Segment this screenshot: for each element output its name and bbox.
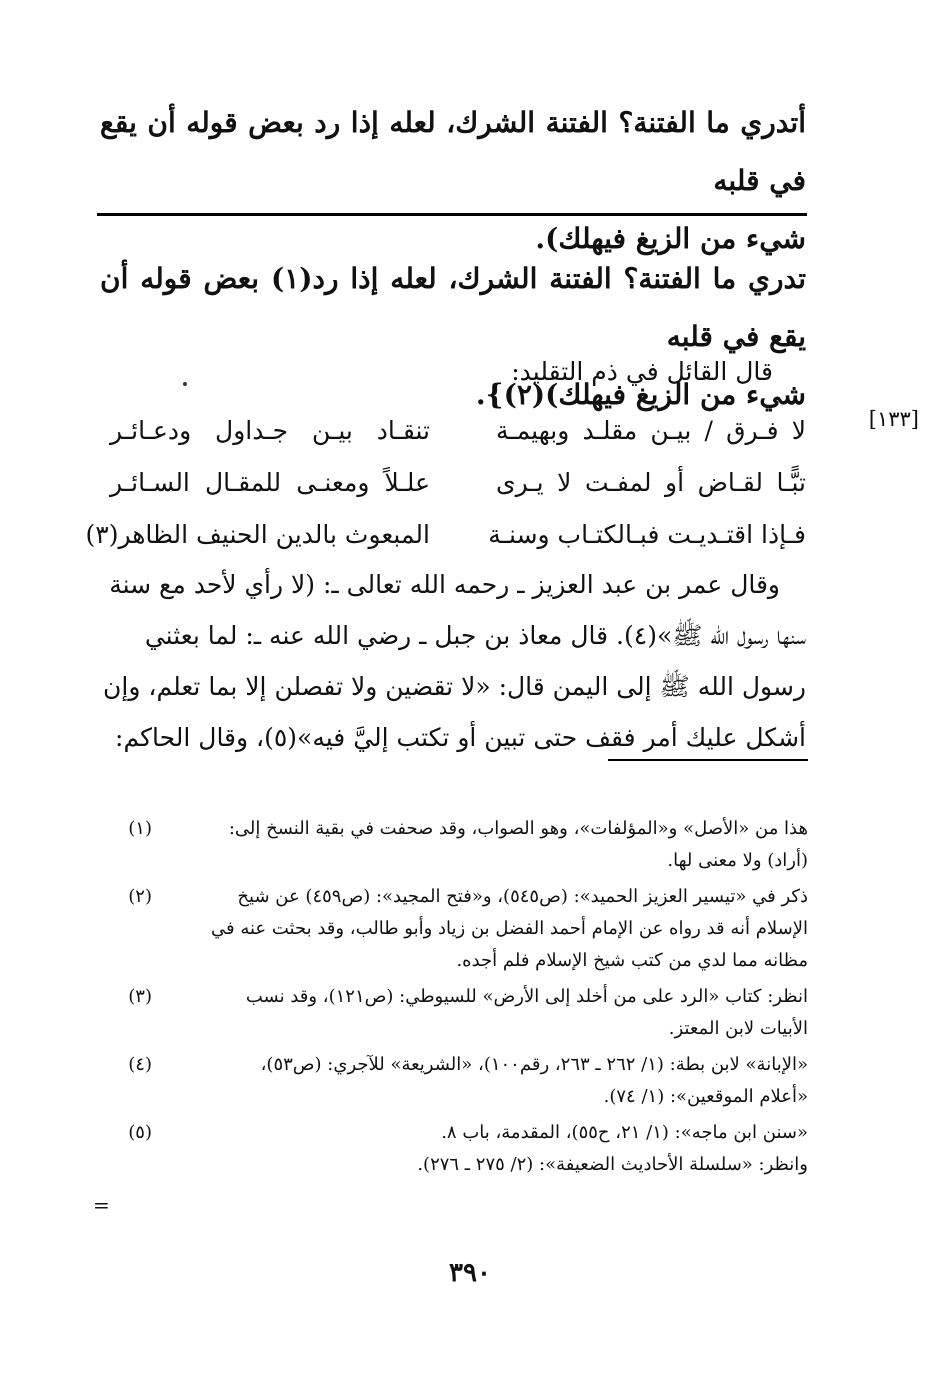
footnote-line: «الإبانة» لابن بطة: (١/ ٢٦٢ ـ ٢٦٣، رقم١٠٠)، «الشريعة» للآجري: (ص٥٣)،: [260, 1054, 808, 1075]
verse-hemistich-right: لا فـرق / بيـن مقلـد وبهيمـة: [496, 416, 806, 445]
header-quote-line-2: شيء من الزيغ فيهلك).: [535, 222, 806, 255]
verse-hemistich-left: علـلاً ومعنـى للمقـال السـائـر: [110, 468, 430, 497]
footnote-line: الأبيات لابن المعتز.: [668, 1018, 808, 1039]
footnote: [106, 981, 808, 1045]
verse-hemistich-left: تنقـاد بيـن جـداول ودعـائـر: [110, 416, 430, 445]
verse-marker: [١٣٣]: [868, 407, 919, 431]
header-quote: [100, 94, 806, 268]
footnote: [106, 1049, 808, 1113]
verse-row: [85, 509, 806, 561]
main-quote-line-2: شيء من الزيغ فيهلك)(٢)}.: [475, 378, 806, 411]
body-line-4: أشكل عليك أمر فقف حتى تبين أو تكتب إليَّ فيه»(٥)، وقال الحاكم:: [115, 723, 806, 752]
footnote-text: [152, 881, 808, 977]
footnote-text: [152, 981, 808, 1045]
footnote-line: مظانه مما لدي من كتب شيخ الإسلام فلم أجده.: [456, 950, 808, 971]
poem: [85, 405, 806, 561]
footnote-line: «أعلام الموقعين»: (١/ ٧٤).: [603, 1086, 808, 1107]
footnote-number: (٥): [128, 1122, 152, 1143]
footnote-line: وانظر: «سلسلة الأحاديث الضعيفة»: (٢/ ٢٧٥ ـ ٢٧٦).: [417, 1154, 808, 1175]
main-quote: [100, 250, 806, 424]
body-line-1: وقال عمر بن عبد العزيز ـ رحمه الله تعالى ـ: (لا رأي لأحد مع سنة: [109, 570, 780, 599]
verse-hemistich-right: تبًّـا لقـاض أو لمفـت لا يـرى: [496, 468, 806, 497]
body-line-3: رسول الله ﷺ إلى اليمن قال: «لا تقضين ولا تفصلن إلا بما تعلم، وإن: [103, 672, 806, 701]
footnote-line: «سنن ابن ماجه»: (١/ ٢١، ح٥٥)، المقدمة، باب ٨.: [441, 1122, 808, 1143]
footnote-text: [152, 1117, 808, 1181]
verse-hemistich-left: المبعوث بالدين الحنيف الظاهر(٣): [85, 520, 430, 549]
footnote-line: الإسلام أنه قد رواه عن الإمام أحمد الفضل بن زياد وأبو طالب، وقد بحثت عنه في: [211, 918, 808, 939]
verse-row: [110, 457, 806, 509]
header-divider: [97, 213, 807, 216]
footnote-number: (٤): [128, 1054, 152, 1075]
body-line-2: سنها رسول الله ﷺ»(٤). قال معاذ بن جبل ـ رضي الله عنه ـ: لما بعثني: [144, 621, 806, 650]
footnote-number: (٢): [128, 886, 152, 907]
footnote-separator: [608, 759, 808, 761]
footnote: [106, 1117, 808, 1181]
ink-dot: [183, 382, 187, 386]
footnote-text: [152, 1049, 808, 1113]
continuation-mark: =: [93, 1193, 110, 1217]
footnote-line: (أراد) ولا معنى لها.: [667, 850, 808, 871]
verse-intro: قال القائل في ذم التقليد:: [511, 357, 773, 386]
main-quote-line-1: تدري ما الفتنة؟ الفتنة الشرك، لعله إذا رد(١) بعض قوله أن يقع في قلبه: [100, 262, 806, 353]
footnote-number: (٣): [128, 986, 152, 1007]
footnote-line: انظر: كتاب «الرد على من أخلد إلى الأرض» للسيوطي: (ص١٢١)، وقد نسب: [245, 986, 808, 1007]
verse-hemistich-right: فـإذا اقتـديـت فبـالكتـاب وسنـة: [488, 520, 806, 549]
footnote-text: [152, 813, 808, 877]
footnotes: [106, 813, 808, 1185]
footnote: [106, 813, 808, 877]
body-paragraph: [100, 559, 806, 763]
footnote-line: هذا من «الأصل» و«المؤلفات»، وهو الصواب، وقد صحفت في بقية النسخ إلى:: [228, 818, 808, 839]
verse-row: [110, 405, 806, 457]
page-number: ٣٩٠: [449, 1258, 491, 1288]
footnote: [106, 881, 808, 977]
footnote-line: ذكر في «تيسير العزيز الحميد»: (ص٥٤٥)، و«فتح المجيد»: (ص٤٥٩) عن شيخ: [237, 886, 808, 907]
footnote-number: (١): [128, 818, 152, 839]
header-quote-line-1: أتدري ما الفتنة؟ الفتنة الشرك، لعله إذا رد بعض قوله أن يقع في قلبه: [100, 106, 807, 197]
